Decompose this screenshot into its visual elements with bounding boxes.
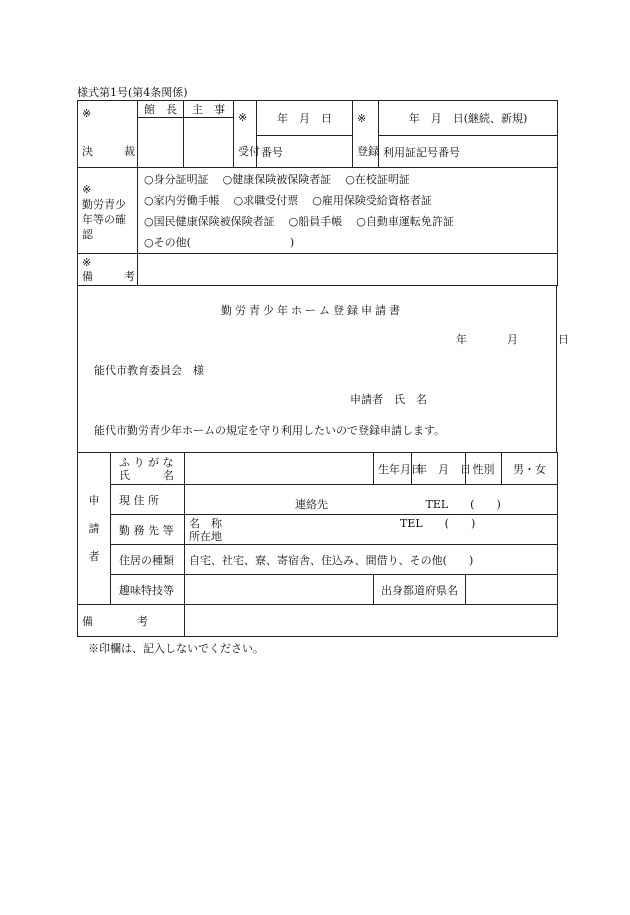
reception-number[interactable]: 番号 [257, 136, 353, 168]
form-number: 様式第1号(第4条関係) [77, 86, 188, 99]
work-location-label: 所在地 [189, 529, 222, 543]
addressee: 能代市教育委員会 様 [94, 364, 204, 377]
decision-mark: ※ [78, 101, 138, 136]
decision-label: 決 裁 [78, 136, 138, 168]
confirmation-options [138, 168, 558, 254]
remarks-field[interactable] [138, 254, 558, 286]
application-date[interactable]: 年 月 日 [456, 333, 575, 346]
registration-label: 登録 [353, 136, 379, 168]
footnote: ※印欄は、記入しないでください。 [88, 642, 264, 655]
confirmation-option[interactable]: ○健康保険被保険者証 [222, 172, 332, 186]
confirmation-mark: ※ [82, 182, 92, 196]
remarks-bottom-label: 備 考 [78, 605, 185, 637]
tel-field-1[interactable]: TEL ( ) [425, 498, 501, 511]
hobby-field[interactable] [185, 575, 374, 605]
confirmation-option[interactable]: ○国民健康保険被保険者証 [144, 214, 275, 228]
kancho-seal [138, 118, 184, 168]
hobby-label: 趣味特技等 [111, 575, 185, 605]
sex-label: 性別 [466, 453, 502, 485]
confirmation-option[interactable]: ○船員手帳 [288, 214, 343, 228]
shuji-seal [184, 118, 234, 168]
address-field[interactable] [185, 485, 558, 515]
applicant-name-label: 申請者 氏 名 [350, 393, 427, 406]
contact-label: 連絡先 [295, 498, 328, 511]
remarks-mark: ※ [82, 255, 92, 269]
sex-field[interactable]: 男・女 [502, 453, 558, 485]
card-number[interactable]: 利用証記号番号 [379, 136, 558, 168]
form-title: 勤労青少年ホーム登録申請書 [221, 304, 403, 317]
remarks-bottom-field[interactable] [185, 605, 558, 637]
shuji-label: 主 事 [184, 101, 234, 118]
application-statement [77, 285, 575, 453]
furigana-label: ふ り が な [119, 455, 174, 469]
applicant-table [77, 452, 558, 637]
registration-mark: ※ [353, 101, 379, 136]
tel-field-2[interactable]: TEL ( ) [400, 516, 476, 530]
reception-date[interactable]: 年 月 日 [257, 101, 353, 136]
confirmation-option[interactable]: ○その他( ) [144, 235, 295, 249]
birth-date-field[interactable]: 年 月 日 [412, 453, 466, 485]
reception-mark: ※ [234, 101, 257, 136]
birthplace-label: 出身都道府県名 [374, 575, 466, 605]
confirmation-option[interactable]: ○自動車運転免許証 [356, 214, 454, 228]
name-field[interactable] [185, 453, 374, 485]
confirmation-option[interactable]: ○雇用保険受給資格者証 [312, 193, 432, 207]
birthplace-field[interactable] [466, 575, 558, 605]
work-name-label: 名 称 [189, 516, 222, 530]
registration-date[interactable]: 年 月 日(継続、新規) [379, 101, 558, 136]
birth-label: 生年月日 [374, 453, 412, 485]
confirmation-option[interactable]: ○求職受付票 [233, 193, 299, 207]
reception-label: 受付 [234, 136, 257, 168]
workplace-label: 勤 務 先 等 [111, 515, 185, 545]
confirmation-option[interactable]: ○身分証明証 [144, 172, 209, 186]
remarks-label: 備 考 [82, 269, 138, 283]
applicant-side-label: 申 請 者 [78, 453, 111, 605]
name-label: 氏 名 [119, 468, 174, 482]
address-label: 現 住 所 [111, 485, 185, 515]
kancho-label: 館 長 [138, 101, 184, 118]
confirmation-label: 勤労青少年等の確認 [82, 197, 126, 241]
workplace-field[interactable] [185, 515, 558, 545]
statement-text: 能代市勤労青少年ホームの規定を守り利用したいので登録申請します。 [94, 424, 446, 437]
confirmation-option[interactable]: ○家内労働手帳 [144, 193, 220, 207]
residence-options[interactable]: 自宅、社宅、寮、寄宿舎、住込み、間借り、その他( ) [185, 545, 558, 575]
office-use-table [77, 100, 558, 286]
residence-label: 住居の種類 [111, 545, 185, 575]
confirmation-option[interactable]: ○在校証明証 [345, 172, 410, 186]
